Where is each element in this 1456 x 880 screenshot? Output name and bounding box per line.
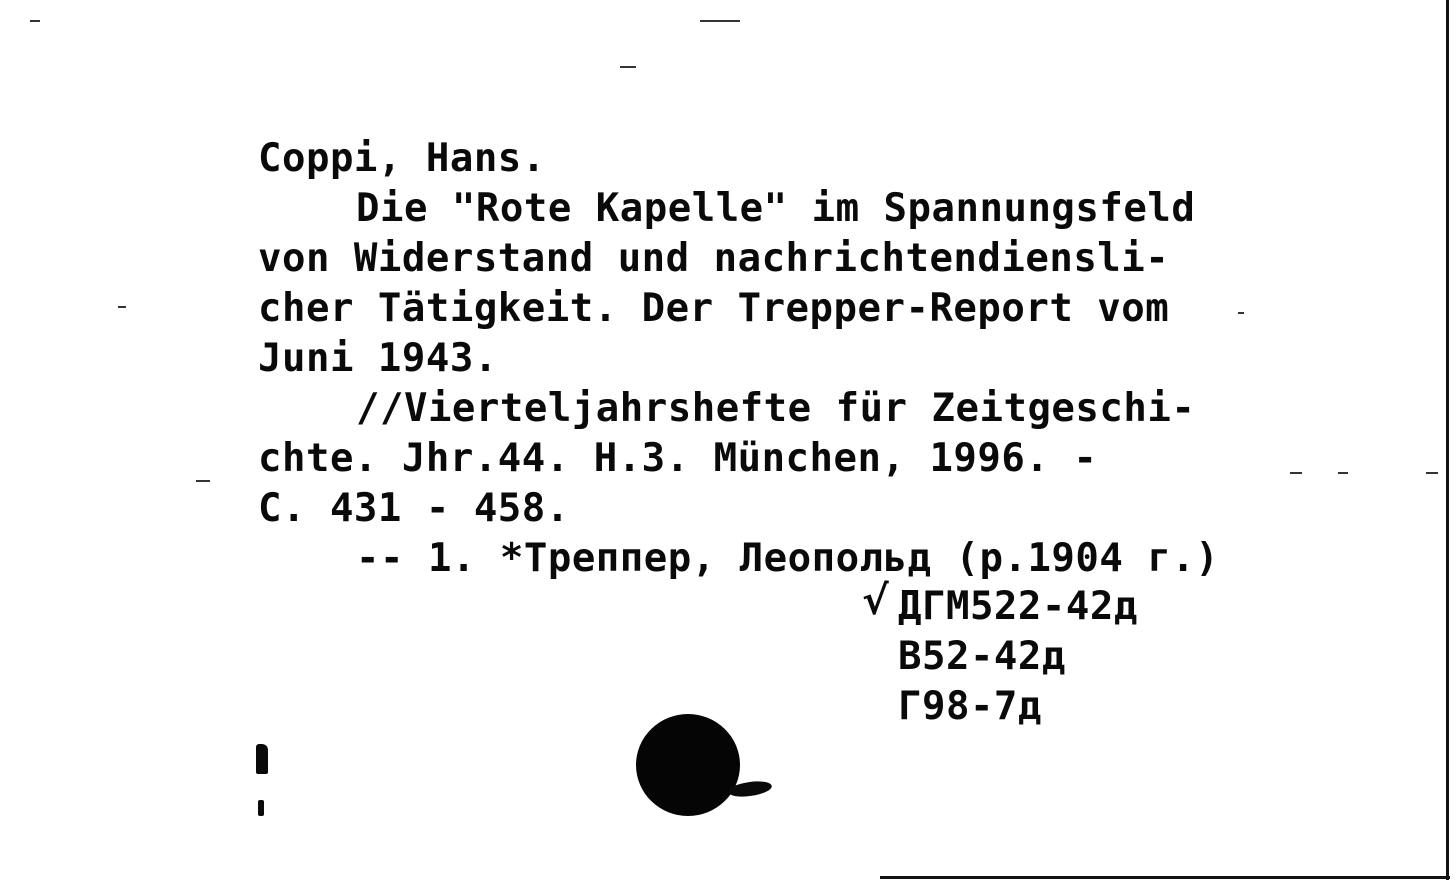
shelf-mark-2: B52-42д — [898, 634, 1066, 679]
check-mark: √ — [862, 578, 889, 624]
scan-speck — [30, 20, 40, 22]
scan-speck — [1290, 472, 1302, 474]
punch-hole — [636, 714, 740, 816]
title-line-3: cher Tätigkeit. Der Trepper-Report vom — [258, 286, 1170, 331]
card-border-bottom — [880, 876, 1450, 879]
scan-speck — [1238, 312, 1244, 314]
source-line-2: chte. Jhr.44. H.3. München, 1996. - — [258, 436, 1098, 481]
title-line-4: Juni 1943. — [258, 336, 498, 381]
subject-heading: -- 1. *Треппер, Леопольд (р.1904 г.) — [356, 536, 1220, 581]
ink-mark-small — [258, 800, 264, 816]
author-line: Coppi, Hans. — [258, 136, 546, 181]
shelf-mark-3: Г98-7д — [898, 684, 1042, 729]
title-line-1: Die "Rote Kapelle" im Spannungsfeld — [356, 186, 1196, 231]
scan-speck — [118, 306, 126, 308]
scan-speck — [1426, 472, 1438, 474]
scan-speck — [196, 480, 210, 482]
scan-speck — [620, 66, 636, 68]
scan-speck — [700, 20, 740, 22]
ink-mark — [256, 744, 268, 774]
source-line-3: C. 431 - 458. — [258, 486, 570, 531]
title-line-2: von Widerstand und nachrichtendiensli- — [258, 236, 1170, 281]
source-line-1: //Vierteljahrshefte für Zeitgeschi- — [356, 386, 1196, 431]
card-border-right — [1446, 0, 1449, 880]
scan-speck — [1338, 472, 1348, 474]
shelf-mark-1: ДГМ522-42д — [898, 584, 1138, 629]
